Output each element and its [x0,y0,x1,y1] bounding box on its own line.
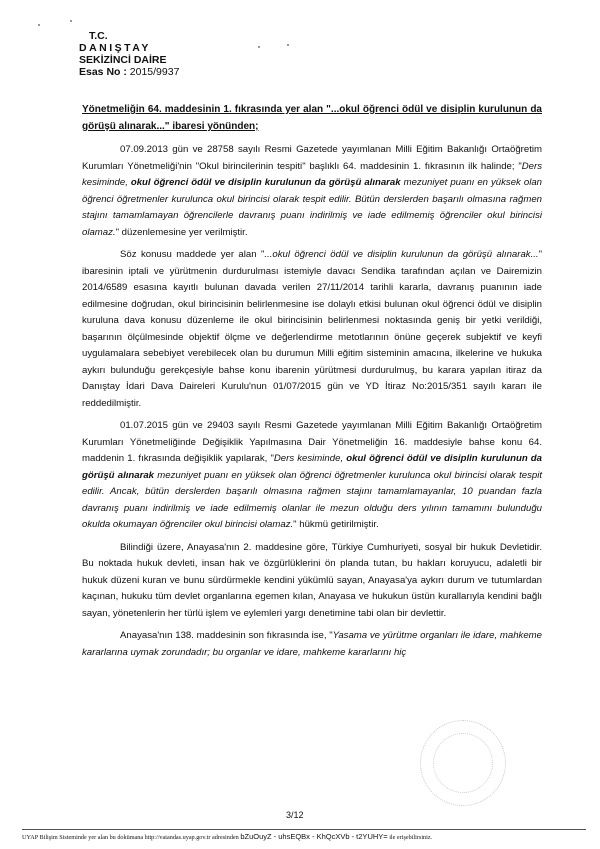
scan-speck [258,46,260,48]
paragraph-1: 07.09.2013 gün ve 28758 sayılı Resmi Gazetede yayımlanan Milli Eğitim Bakanlığı Ortaöğretim Kurumları Yönetmeliği'nin "Okul birincilerinin tespiti" başlıklı 64. maddesinin 1. fıkrasının ilk halinde; "Ders kesiminde, okul öğrenci ödül ve disiplin kurulunun da görüşü alınarak mezuniyet puanı en yüksek olan öğrenci öğretmenler kurulunca okul birincisi olarak tespit edilir. Bütün derslerden başarılı olmasına rağmen stajını tamamlamayan öğrencilerle davranış puanı indirilmiş ve iade edilmemiş öğrenciler okul birincisi olamaz." düzenlemesine yer verilmiştir. [82,144,542,238]
paragraph-3: 01.07.2015 gün ve 29403 sayılı Resmi Gazetede yayımlanan Milli Eğitim Bakanlığı Ortaöğretim Kurumları Yönetmeliğinde Değişiklik Yapılmasına Dair Yönetmeliğin 16. maddesiyle bahse konu 64. maddenin 1. fıkrasında değişiklik yapılarak, "Ders kesiminde, okul öğrenci ödül ve disiplin kurulunun da görüşü alınarak mezuniyet puanı en yüksek olan öğrenci öğretmenler kurulunca okul birincisi olarak tespit edilir. Ancak, bütün derslerden başarılı olmasına rağmen stajını tamamlamayanlar, 10 puandan fazla davranış puanı indirilmiş ve iade edilmemiş olanlar ile mezun olduğu ders yılının tamamını bulunduğu okulda okumayan öğrenciler okul birincisi olamaz." hükmü getirilmiştir. [82,420,543,530]
paragraph-4: Bilindiği üzere, Anayasa'nın 2. maddesine göre, Türkiye Cumhuriyeti, sosyal bir hukuk Devletidir. Bu noktada hukuk devleti, insan hak ve özgürlüklerini ön planda tutan, bu hakları koruyucu, adaletli bir hukuk düzeni kuran ve bunu sürdürmekle kendini yükümlü sayan, Anayasa'ya aykırı durum ve tutumlardan kaçınan, hukuku tüm devlet organlarına egemen kılan, Anayasa ve hukukun üstün kurallarıyla kendini bağlı sayan, yönetenlerin her türlü işlem ve eylemleri yargı denetimine tabi olan bir devlettir. [82,541,542,619]
header-chamber: SEKİZİNCİ DAİRE [79,54,167,66]
scan-speck [70,20,72,22]
esas-label: Esas No : [79,66,127,78]
footer-text-after: ile erişebilirsiniz. [389,834,433,841]
uyap-footer [22,829,586,841]
header-esas [79,66,179,78]
official-seal-stamp [420,720,506,806]
footer-verification-code: bZuOuyZ - uhsEQBx - KhQcXVb - t2YUHY= [240,832,388,841]
header-tc: T.C. [89,30,108,42]
page-number: 3/12 [286,810,304,820]
document-body [82,142,542,667]
scan-speck [287,44,289,46]
document-header [79,30,179,78]
scan-speck [38,24,40,26]
esas-value: 2015/9937 [129,66,180,78]
paragraph-5: Anayasa'nın 138. maddesinin son fıkrasında ise, "Yasama ve yürütme organları ile idare, mahkeme kararlarına uymak zorundadır; bu organlar ve idare, mahkeme kararlarını hiç [82,630,542,658]
section-title: Yönetmeliğin 64. maddesinin 1. fıkrasında yer alan "...okul öğrenci ödül ve disiplin kurulunun da görüşü alınarak..." ibaresi yönünden; [82,104,542,132]
header-court: DANIŞTAY [79,42,151,54]
paragraph-2: Söz konusu maddede yer alan "...okul öğrenci ödül ve disiplin kurulunun da görüşü alınarak..." ibaresinin iptali ve yürütmenin durdurulması istemiyle davacı Sendika tarafından açılan ve Dairemizin 2014/6589 esasına kayıtlı bulunan davada verilen 27/11/2014 tarihli kararla, davranış puanının iade edilmesine doğrudan, okul birincisinin belirlenmesine ise dolaylı etkisi bulunan okul öğrenci ödül ve disiplin kuruluna dava konusu düzenleme ile okul birincisinin belirlenmesi noktasında geniş bir yetki verildiği, başarının ölçülmesinde objektif ölçme ve değerlendirme metotlarının önüne geçerek subjektif ve keyfi uygulamalara sebebiyet verebilecek olan bu durumun Milli eğitim sisteminin amacına, ilkelerine ve hukuka aykırı bulunduğu gerekçesiyle bahse konu ibarenin yürütmesi durdurulmuş, bu karara yapılan itiraz da Danıştay İdari Dava Daireleri Kurulu'nun 01/07/2015 gün ve YD İtiraz No:2015/351 sayılı kararı ile reddedilmiştir. [82,249,542,409]
footer-text-before: UYAP Bilişim Sisteminde yer alan bu dokümana http://vatandas.uyap.gov.tr adresinden [22,834,239,841]
